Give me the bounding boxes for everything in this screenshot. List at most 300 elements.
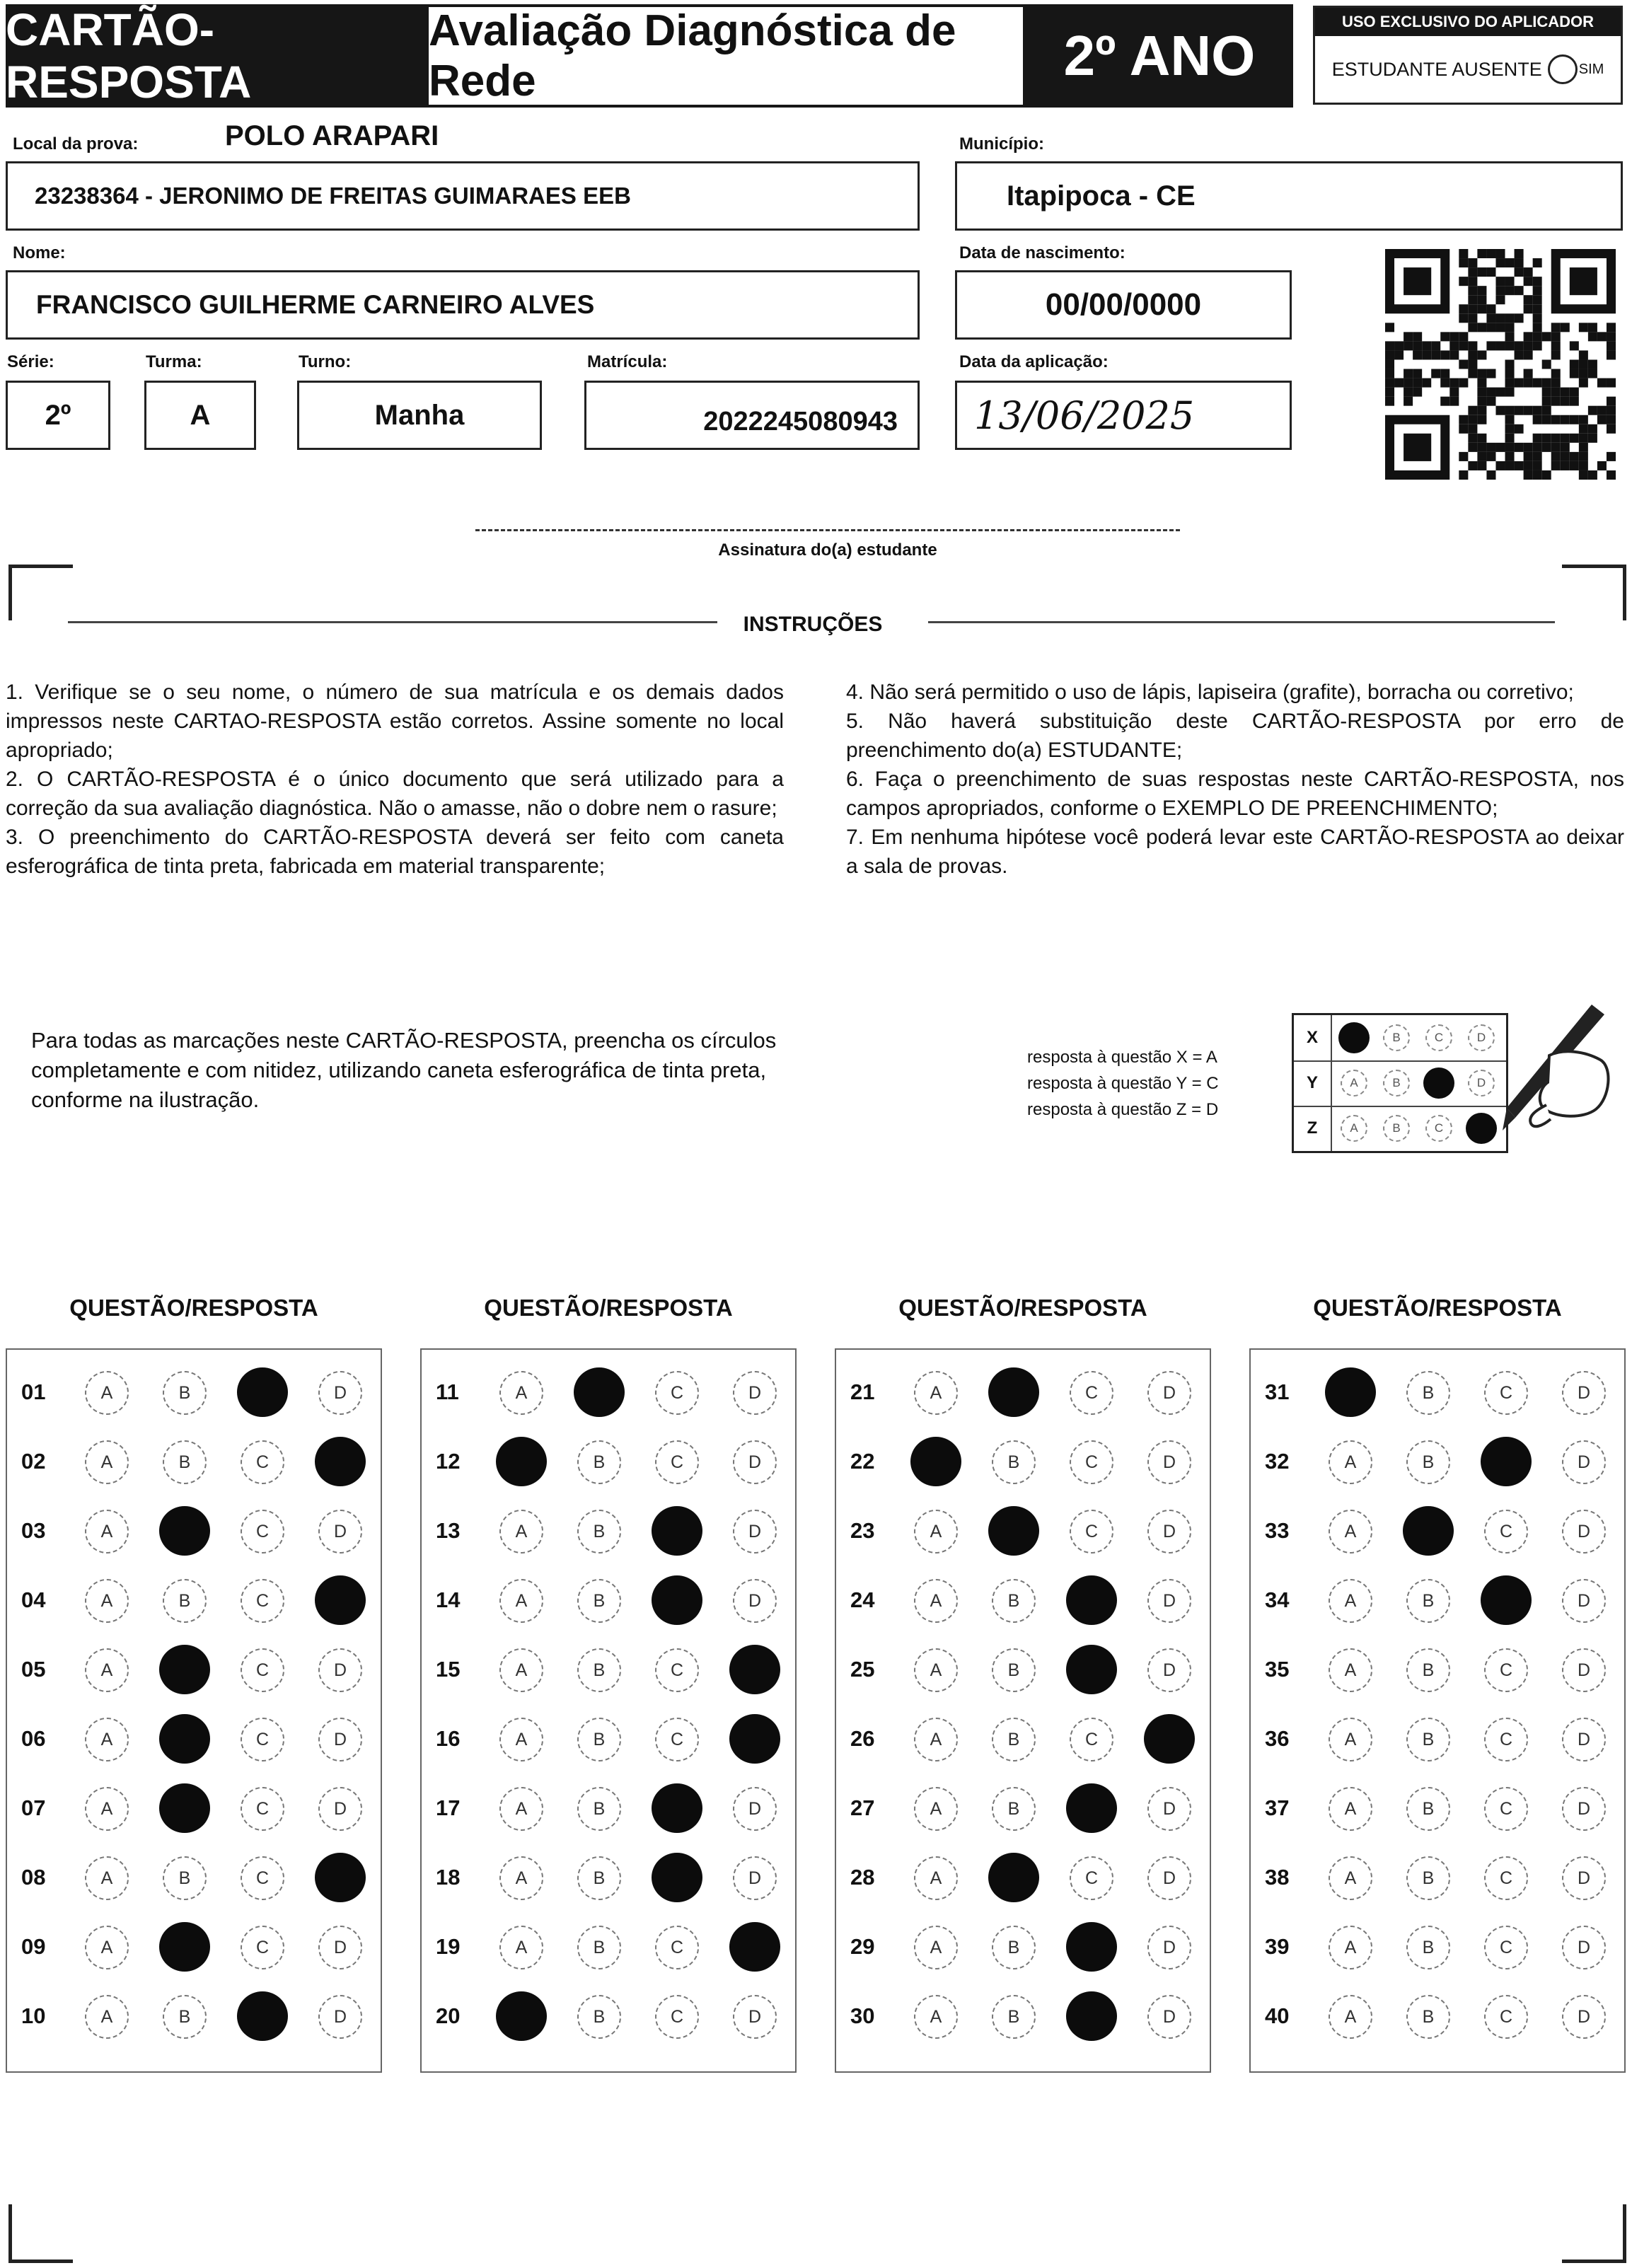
qr-module <box>1515 286 1524 295</box>
answer-bubble-c[interactable]: C <box>655 1995 699 2039</box>
answer-bubble-d[interactable]: D <box>1562 1579 1606 1623</box>
qr-module <box>1413 378 1422 388</box>
answer-bubble-d[interactable] <box>729 1714 780 1764</box>
answer-bubble-b[interactable]: B <box>163 1579 207 1623</box>
answer-bubble-b[interactable] <box>988 1853 1039 1902</box>
qr-module <box>1597 378 1607 388</box>
serie-field <box>6 381 110 450</box>
answer-bubble-a[interactable]: A <box>85 1648 129 1692</box>
qr-module <box>1468 415 1477 424</box>
instructions-rule-right <box>928 621 1555 623</box>
column-title: QUESTÃO/RESPOSTA <box>484 1295 733 1321</box>
qr-module <box>1505 359 1515 369</box>
qr-module <box>1468 424 1477 434</box>
qr-module <box>1385 350 1394 359</box>
answer-bubble-a[interactable]: A <box>499 1648 543 1692</box>
school-field <box>6 161 920 231</box>
answer-bubble-d[interactable]: D <box>733 1856 777 1900</box>
answer-bubble-c[interactable] <box>237 1991 288 2041</box>
question-row <box>836 1497 1210 1566</box>
answer-bubble-b[interactable]: B <box>992 1926 1036 1969</box>
answer-bubble-c[interactable] <box>1066 1991 1117 2041</box>
qr-module <box>1579 359 1588 369</box>
answer-bubble-d[interactable]: D <box>1147 1926 1191 1969</box>
qr-module <box>1533 258 1542 267</box>
qr-module <box>1413 350 1422 359</box>
qr-module <box>1515 350 1524 359</box>
answer-bubble-d[interactable]: D <box>1562 1787 1606 1831</box>
corner-bottom-right <box>1562 2204 1626 2263</box>
qr-module <box>1561 323 1570 332</box>
qr-module <box>1477 378 1486 388</box>
answer-bubble-c[interactable]: C <box>655 1440 699 1484</box>
qr-module <box>1495 406 1505 415</box>
answer-bubble-a[interactable]: A <box>1329 1926 1372 1969</box>
question-number: 29 <box>850 1934 875 1959</box>
answer-bubble-c[interactable]: C <box>1484 1648 1528 1692</box>
answer-bubble-b[interactable]: B <box>992 1579 1036 1623</box>
answer-bubble-c[interactable]: C <box>241 1440 284 1484</box>
absent-label: ESTUDANTE AUSENTE <box>1331 58 1542 80</box>
answer-bubble-a[interactable]: A <box>499 1926 543 1969</box>
answer-bubble-d[interactable]: D <box>733 1579 777 1623</box>
qr-module <box>1533 378 1542 388</box>
answer-bubble-d[interactable]: D <box>1147 1856 1191 1900</box>
qr-module <box>1468 443 1477 452</box>
answer-bubble-b[interactable] <box>988 1367 1039 1417</box>
answer-bubble-d[interactable]: D <box>1147 1371 1191 1415</box>
answer-bubble-b[interactable]: B <box>1406 1579 1450 1623</box>
answer-bubble-a[interactable]: A <box>1329 1440 1372 1484</box>
answer-bubble-d[interactable]: D <box>1147 1440 1191 1484</box>
qr-module <box>1459 470 1468 480</box>
answer-bubble-b[interactable]: B <box>1406 1371 1450 1415</box>
answer-bubble-a[interactable]: A <box>914 1579 958 1623</box>
answer-bubble-a[interactable] <box>910 1437 961 1486</box>
qr-module <box>1607 378 1616 388</box>
answer-bubble-b[interactable]: B <box>1406 1856 1450 1900</box>
qr-module <box>1477 415 1486 424</box>
answer-bubble-b[interactable]: B <box>992 1995 1036 2039</box>
answer-bubble-b[interactable] <box>988 1506 1039 1556</box>
answer-bubble-a[interactable]: A <box>85 1856 129 1900</box>
example-text: Para todas as marcações neste CARTÃO-RESPOSTA, preencha os círculos completamente e com nitidez, utilizando caneta esferográfica de tinta preta, conforme na ilustração. <box>31 1028 777 1112</box>
question-number: 18 <box>436 1865 461 1890</box>
answer-bubble-b[interactable] <box>159 1645 210 1694</box>
answer-bubble-c[interactable]: C <box>1484 1926 1528 1969</box>
qr-module <box>1515 267 1524 277</box>
answer-bubble-a[interactable]: A <box>914 1648 958 1692</box>
answer-bubble-a[interactable]: A <box>1329 1856 1372 1900</box>
qr-module <box>1413 341 1422 350</box>
question-row <box>7 1982 381 2052</box>
answer-bubble-a[interactable]: A <box>499 1510 543 1554</box>
answer-bubble-c[interactable] <box>1481 1437 1532 1486</box>
answer-bubble-b[interactable]: B <box>1406 1926 1450 1969</box>
qr-module <box>1524 378 1533 388</box>
answer-bubble-b[interactable]: B <box>163 1856 207 1900</box>
answer-bubble-a[interactable]: A <box>85 1995 129 2039</box>
answer-bubble-a[interactable]: A <box>914 1787 958 1831</box>
qr-module <box>1607 341 1616 350</box>
answer-bubble-d[interactable]: D <box>318 1718 362 1761</box>
turno-label: Turno: <box>299 352 352 371</box>
answer-bubble-c[interactable] <box>1066 1922 1117 1972</box>
answer-bubble-b[interactable] <box>159 1506 210 1556</box>
qr-module <box>1468 277 1477 286</box>
answer-bubble-b[interactable] <box>574 1367 625 1417</box>
answer-column <box>1249 1348 1626 2073</box>
answer-bubble-c[interactable] <box>1066 1645 1117 1694</box>
answer-bubble-a[interactable]: A <box>85 1579 129 1623</box>
answer-bubble-c[interactable] <box>237 1367 288 1417</box>
qr-module <box>1570 341 1579 350</box>
answer-bubble-d[interactable] <box>1144 1714 1195 1764</box>
aplicacao-value: 13/06/2025 <box>974 393 1195 438</box>
answer-bubble-b[interactable]: B <box>992 1648 1036 1692</box>
answer-bubble-d[interactable]: D <box>1562 1718 1606 1761</box>
answer-bubble-b[interactable]: B <box>992 1440 1036 1484</box>
answer-bubble-a[interactable]: A <box>85 1718 129 1761</box>
answer-bubble-d[interactable]: D <box>1562 1926 1606 1969</box>
qr-module <box>1533 470 1542 480</box>
answer-bubble-a[interactable]: A <box>914 1371 958 1415</box>
answer-bubble-b[interactable]: B <box>1406 1787 1450 1831</box>
qr-module <box>1459 258 1468 267</box>
answer-bubble-b[interactable]: B <box>992 1787 1036 1831</box>
qr-module <box>1551 434 1561 443</box>
qr-module <box>1588 332 1597 341</box>
answer-bubble-a[interactable]: A <box>85 1926 129 1969</box>
answer-bubble-c[interactable]: C <box>1484 1856 1528 1900</box>
answer-bubble-c[interactable]: C <box>241 1648 284 1692</box>
example-row-label: Y <box>1294 1060 1332 1106</box>
qr-module <box>1449 378 1459 388</box>
legend-z: resposta à questão Z = D <box>1027 1100 1219 1119</box>
question-number: 06 <box>21 1726 46 1751</box>
answer-bubble-c[interactable]: C <box>655 1718 699 1761</box>
answer-bubble-a[interactable]: A <box>499 1718 543 1761</box>
question-number: 16 <box>436 1726 461 1751</box>
answer-bubble-b[interactable]: B <box>577 1440 621 1484</box>
question-number: 31 <box>1265 1379 1290 1404</box>
answer-bubble-d[interactable] <box>315 1437 366 1486</box>
answer-bubble-c[interactable]: C <box>241 1718 284 1761</box>
qr-module <box>1413 369 1422 378</box>
question-row <box>422 1705 795 1774</box>
answer-bubble-a[interactable]: A <box>85 1787 129 1831</box>
qr-module <box>1468 258 1477 267</box>
answer-bubble-c[interactable]: C <box>655 1926 699 1969</box>
question-number: 10 <box>21 2003 46 2028</box>
answer-bubble-d[interactable] <box>729 1922 780 1972</box>
answer-bubble-d[interactable]: D <box>318 1371 362 1415</box>
answer-bubble-c[interactable] <box>652 1853 702 1902</box>
answer-column <box>420 1348 797 2073</box>
qr-module <box>1607 323 1616 332</box>
question-number: 13 <box>436 1518 461 1543</box>
answer-bubble-a[interactable] <box>496 1437 547 1486</box>
question-row <box>7 1705 381 1774</box>
qr-module <box>1570 388 1579 397</box>
answer-bubble-a[interactable]: A <box>914 1926 958 1969</box>
answer-bubble-a[interactable]: A <box>914 1856 958 1900</box>
answer-bubble-d[interactable]: D <box>1562 1995 1606 2039</box>
answer-bubble-a[interactable]: A <box>1329 1995 1372 2039</box>
qr-module <box>1505 286 1515 295</box>
answer-bubble-b[interactable]: B <box>1406 1995 1450 2039</box>
answer-bubble-b[interactable] <box>159 1922 210 1972</box>
corner-bottom-left <box>8 2204 73 2263</box>
qr-module <box>1533 461 1542 470</box>
answer-bubble-d[interactable]: D <box>1562 1440 1606 1484</box>
answer-bubble-c[interactable] <box>1066 1575 1117 1625</box>
question-row <box>836 1636 1210 1705</box>
qr-module <box>1505 258 1515 267</box>
answer-bubble-c[interactable] <box>652 1506 702 1556</box>
question-number: 15 <box>436 1657 461 1682</box>
answer-bubble-b[interactable]: B <box>577 1926 621 1969</box>
answer-bubble-d[interactable]: D <box>1147 1995 1191 2039</box>
answer-bubble-a[interactable]: A <box>85 1371 129 1415</box>
signature-line <box>475 529 1180 531</box>
answer-bubble-d[interactable]: D <box>1562 1510 1606 1554</box>
qr-module <box>1515 341 1524 350</box>
qr-module <box>1477 286 1486 295</box>
answer-bubble-b[interactable]: B <box>577 1648 621 1692</box>
qr-module <box>1449 388 1459 397</box>
qr-module <box>1597 415 1607 424</box>
qr-module <box>1505 443 1515 452</box>
answer-bubble-c[interactable]: C <box>1070 1856 1113 1900</box>
qr-module <box>1551 443 1561 452</box>
qr-module <box>1524 341 1533 350</box>
qr-module <box>1533 434 1542 443</box>
qr-module <box>1495 443 1505 452</box>
example-bubble-c: C <box>1425 1115 1452 1142</box>
qr-module <box>1486 267 1495 277</box>
qr-module <box>1495 277 1505 286</box>
answer-bubble-c[interactable]: C <box>241 1856 284 1900</box>
question-row <box>422 1566 795 1636</box>
qr-module <box>1385 359 1394 369</box>
qr-module <box>1505 313 1515 323</box>
qr-module <box>1486 369 1495 378</box>
answer-bubble-c[interactable]: C <box>1484 1718 1528 1761</box>
answer-bubble-c[interactable]: C <box>1070 1510 1113 1554</box>
answer-bubble-d[interactable]: D <box>733 1510 777 1554</box>
answer-bubble-a[interactable]: A <box>499 1579 543 1623</box>
answer-bubble-c[interactable]: C <box>241 1510 284 1554</box>
answer-bubble-c[interactable]: C <box>1484 1510 1528 1554</box>
qr-module <box>1579 350 1588 359</box>
example-bubble-a: A <box>1341 1070 1367 1097</box>
answer-bubble-a[interactable] <box>1325 1367 1376 1417</box>
answer-bubble-a[interactable]: A <box>914 1995 958 2039</box>
question-number: 30 <box>850 2003 875 2028</box>
answer-bubble-c[interactable]: C <box>655 1648 699 1692</box>
qr-module <box>1459 313 1468 323</box>
qr-module <box>1561 434 1570 443</box>
answer-bubble-c[interactable] <box>652 1575 702 1625</box>
answer-bubble-a[interactable]: A <box>914 1510 958 1554</box>
card-title <box>6 4 426 108</box>
instruction-3: 3. O preenchimento do CARTÃO-RESPOSTA deverá ser feito com caneta esferográfica de tinta preta, fabricada em material transparente; <box>6 826 784 878</box>
instructions-title: INSTRUÇÕES <box>743 613 883 636</box>
qr-module <box>1570 415 1579 424</box>
answer-bubble-a[interactable]: A <box>85 1510 129 1554</box>
answer-bubble-d[interactable]: D <box>318 1510 362 1554</box>
answer-bubble-b[interactable]: B <box>577 1787 621 1831</box>
qr-module <box>1468 295 1477 304</box>
answer-bubble-a[interactable]: A <box>499 1787 543 1831</box>
absent-bubble[interactable] <box>1548 54 1578 84</box>
answer-bubble-d[interactable]: D <box>1147 1787 1191 1831</box>
answer-bubble-d[interactable]: D <box>733 1371 777 1415</box>
example-bubble-a: A <box>1341 1115 1367 1142</box>
answer-bubble-b[interactable]: B <box>577 1995 621 2039</box>
answer-bubble-c[interactable]: C <box>1484 1371 1528 1415</box>
qr-module <box>1486 452 1495 461</box>
answer-bubble-d[interactable]: D <box>733 1995 777 2039</box>
qr-module <box>1422 350 1431 359</box>
qr-module <box>1486 304 1495 313</box>
answer-bubble-a[interactable]: A <box>1329 1718 1372 1761</box>
answer-bubble-b[interactable]: B <box>1406 1440 1450 1484</box>
applicator-title: USO EXCLUSIVO DO APLICADOR <box>1315 8 1621 36</box>
question-row <box>1251 1913 1624 1982</box>
answer-bubble-c[interactable] <box>1066 1783 1117 1833</box>
answer-bubble-a[interactable]: A <box>499 1856 543 1900</box>
qr-module <box>1477 397 1486 406</box>
answer-bubble-d[interactable]: D <box>733 1787 777 1831</box>
qr-module <box>1404 369 1413 378</box>
answer-bubble-c[interactable]: C <box>1070 1371 1113 1415</box>
question-row <box>422 1636 795 1705</box>
answer-bubble-c[interactable]: C <box>241 1926 284 1969</box>
question-row <box>1251 1428 1624 1497</box>
qr-module <box>1385 397 1394 406</box>
answer-bubble-a[interactable]: A <box>85 1440 129 1484</box>
local-value: POLO ARAPARI <box>225 120 439 151</box>
answer-bubble-c[interactable] <box>1481 1575 1532 1625</box>
answer-bubble-c[interactable]: C <box>1070 1718 1113 1761</box>
answer-bubble-c[interactable]: C <box>1484 1995 1528 2039</box>
qr-module <box>1570 397 1579 406</box>
answer-bubble-a[interactable] <box>496 1991 547 2041</box>
answer-bubble-a[interactable]: A <box>1329 1579 1372 1623</box>
question-number: 04 <box>21 1587 46 1612</box>
qr-module <box>1468 323 1477 332</box>
answer-bubble-b[interactable]: B <box>577 1579 621 1623</box>
answer-bubble-b[interactable]: B <box>163 1995 207 2039</box>
answer-bubble-b[interactable] <box>1403 1506 1454 1556</box>
answer-bubble-d[interactable]: D <box>1147 1648 1191 1692</box>
answer-bubble-a[interactable]: A <box>1329 1510 1372 1554</box>
qr-module <box>1413 388 1422 397</box>
question-row <box>7 1497 381 1566</box>
answer-bubble-a[interactable]: A <box>914 1718 958 1761</box>
qr-module <box>1459 341 1468 350</box>
answer-bubble-b[interactable] <box>159 1714 210 1764</box>
answer-bubble-b[interactable]: B <box>163 1440 207 1484</box>
answer-bubble-c[interactable]: C <box>1484 1787 1528 1831</box>
answer-bubble-d[interactable]: D <box>318 1926 362 1969</box>
qr-module <box>1524 406 1533 415</box>
answer-bubble-d[interactable] <box>729 1645 780 1694</box>
answer-bubble-d[interactable] <box>315 1853 366 1902</box>
qr-module <box>1468 286 1477 295</box>
answer-bubble-a[interactable]: A <box>499 1371 543 1415</box>
answer-bubble-d[interactable]: D <box>318 1995 362 2039</box>
example-legend <box>1027 1044 1219 1123</box>
qr-module <box>1579 424 1588 434</box>
qr-module <box>1486 341 1495 350</box>
qr-module <box>1542 443 1551 452</box>
answer-bubble-d[interactable]: D <box>318 1648 362 1692</box>
answer-bubble-b[interactable]: B <box>577 1718 621 1761</box>
column-title: QUESTÃO/RESPOSTA <box>1313 1295 1562 1321</box>
answer-bubble-a[interactable]: A <box>1329 1648 1372 1692</box>
answer-column <box>835 1348 1211 2073</box>
answer-bubble-b[interactable] <box>159 1783 210 1833</box>
question-number: 22 <box>850 1449 875 1474</box>
answer-bubble-c[interactable]: C <box>241 1787 284 1831</box>
evaluation-title-text: Avaliação Diagnóstica de Rede <box>429 6 956 105</box>
qr-module <box>1394 378 1404 388</box>
example-bubble-a <box>1338 1022 1370 1053</box>
qr-module <box>1561 415 1570 424</box>
answer-bubble-b[interactable]: B <box>577 1510 621 1554</box>
answer-bubble-c[interactable] <box>652 1783 702 1833</box>
answer-bubble-c[interactable]: C <box>1070 1440 1113 1484</box>
question-number: 37 <box>1265 1795 1290 1820</box>
question-number: 35 <box>1265 1657 1290 1682</box>
answer-bubble-d[interactable] <box>315 1575 366 1625</box>
answer-bubble-d[interactable]: D <box>1147 1510 1191 1554</box>
answer-bubble-d[interactable]: D <box>1562 1371 1606 1415</box>
question-row <box>422 1774 795 1844</box>
column-title: QUESTÃO/RESPOSTA <box>898 1295 1147 1321</box>
answer-bubble-d[interactable]: D <box>1562 1648 1606 1692</box>
answer-bubble-b[interactable]: B <box>1406 1648 1450 1692</box>
instruction-4: 4. Não será permitido o uso de lápis, lapiseira (grafite), borracha ou corretivo; <box>846 681 1574 704</box>
question-row <box>7 1774 381 1844</box>
question-number: 24 <box>850 1587 875 1612</box>
answer-bubble-c[interactable]: C <box>655 1371 699 1415</box>
answer-bubble-b[interactable]: B <box>992 1718 1036 1761</box>
question-row <box>7 1844 381 1913</box>
answer-bubble-d[interactable]: D <box>318 1787 362 1831</box>
qr-module <box>1607 332 1616 341</box>
instructions-rule-left <box>68 621 717 623</box>
answer-bubble-b[interactable]: B <box>1406 1718 1450 1761</box>
municipio-label: Município: <box>959 134 1044 154</box>
qr-module <box>1607 452 1616 461</box>
example-bubble-b: B <box>1383 1070 1410 1097</box>
qr-module <box>1551 350 1561 359</box>
qr-module <box>1607 470 1616 480</box>
answer-bubble-d[interactable]: D <box>1562 1856 1606 1900</box>
answer-bubble-b[interactable]: B <box>163 1371 207 1415</box>
example-bubble-d: D <box>1468 1070 1495 1097</box>
answer-bubble-a[interactable]: A <box>1329 1787 1372 1831</box>
answer-bubble-c[interactable]: C <box>241 1579 284 1623</box>
answer-bubble-d[interactable]: D <box>733 1440 777 1484</box>
answer-bubble-b[interactable]: B <box>577 1856 621 1900</box>
answer-bubble-d[interactable]: D <box>1147 1579 1191 1623</box>
qr-module <box>1533 332 1542 341</box>
